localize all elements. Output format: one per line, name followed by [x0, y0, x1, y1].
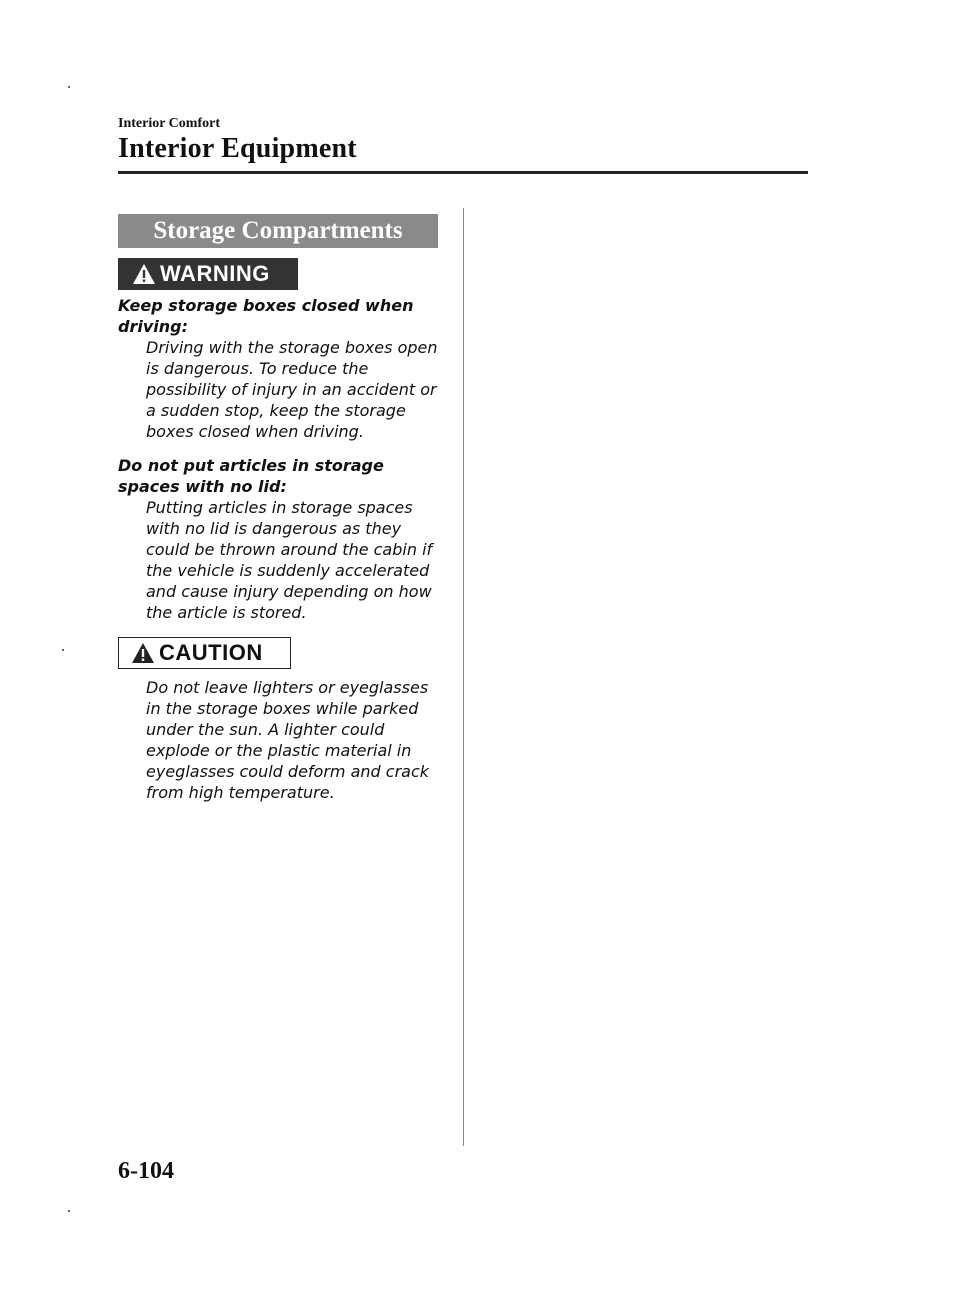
caution-body: Do not leave lighters or eyeglasses in the storage boxes while parked under the sun. A lighter could explode or the plastic material in eyeglasses could deform and crack from high temperature. — [146, 678, 430, 802]
warning-heading-2: Do not put articles in storage spaces with no lid: — [118, 456, 384, 496]
warning-triangle-icon — [132, 263, 156, 285]
storage-compartments-banner — [118, 214, 438, 248]
warning-heading-1: Keep storage boxes closed when driving: — [118, 296, 414, 336]
caution-triangle-icon — [131, 642, 155, 664]
warning-body-1: Driving with the storage boxes open is dangerous. To reduce the possibility of injury in an accident or a sudden stop, keep the storage boxes closed when driving. — [146, 338, 438, 441]
crop-mark-top — [68, 86, 70, 88]
column-divider — [463, 208, 464, 1146]
warning-label-box — [118, 258, 298, 290]
chapter-title: Interior Equipment — [118, 133, 357, 164]
crop-mark-middle — [62, 649, 64, 651]
caution-label: CAUTION — [159, 640, 263, 665]
header-rule — [118, 171, 808, 174]
banner-title: Storage Compartments — [153, 217, 403, 244]
warning-body-2: Putting articles in storage spaces with no lid is dangerous as they could be thrown around the cabin if the vehicle is suddenly accelerated and cause injury depending on how the article is stored. — [146, 498, 433, 622]
page-number: 6-104 — [118, 1158, 174, 1184]
section-label: Interior Comfort — [118, 116, 220, 131]
crop-mark-bottom — [68, 1210, 70, 1212]
warning-label: WARNING — [160, 261, 270, 286]
caution-label-box — [118, 637, 291, 669]
